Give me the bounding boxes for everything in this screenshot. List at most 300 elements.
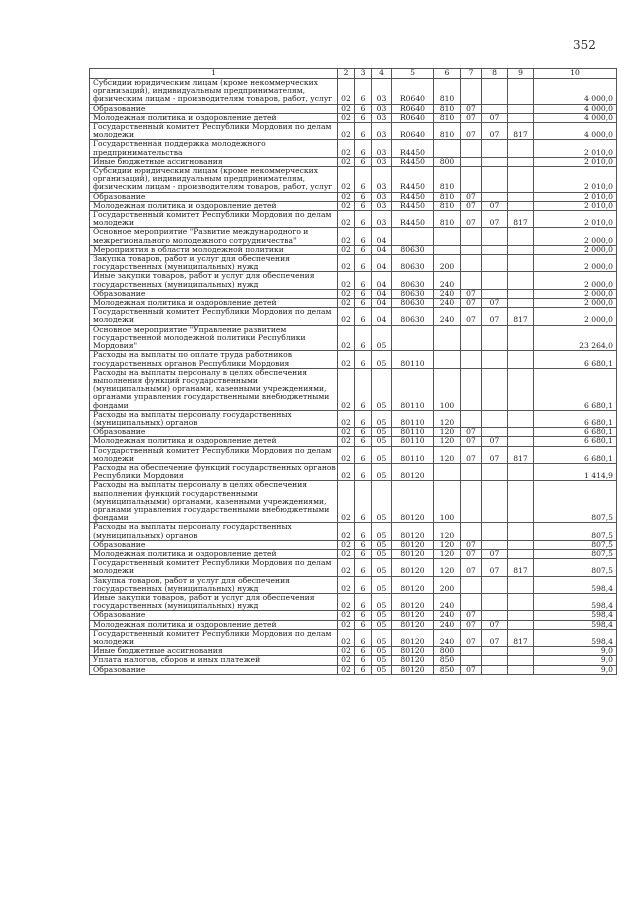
code-cell	[482, 410, 508, 427]
code-cell: 07	[461, 211, 482, 228]
column-header: 10	[534, 69, 617, 79]
amount-cell: 2 010,0	[534, 211, 617, 228]
code-cell	[508, 410, 534, 427]
code-cell: 240	[434, 620, 461, 629]
amount-cell: 807,5	[534, 481, 617, 523]
code-cell: 02	[338, 549, 355, 558]
amount-cell: 2 000,0	[534, 308, 617, 325]
row-name-cell: Государственный комитет Республики Мордовия по делам молодежи	[90, 211, 338, 228]
code-cell	[508, 665, 534, 674]
amount-cell: 9,0	[534, 665, 617, 674]
code-cell: 02	[338, 410, 355, 427]
code-cell: 05	[372, 665, 392, 674]
code-cell	[482, 272, 508, 289]
code-cell: 6	[355, 299, 372, 308]
code-cell: 07	[482, 549, 508, 558]
code-cell	[434, 325, 461, 351]
code-cell: 80110	[392, 446, 434, 463]
code-cell	[461, 481, 482, 523]
code-cell: 02	[338, 308, 355, 325]
code-cell: 80120	[392, 593, 434, 610]
code-cell: 6	[355, 201, 372, 210]
code-cell: 6	[355, 368, 372, 410]
code-cell	[508, 428, 534, 437]
row-name-cell: Уплата налогов, сборов и иных платежей	[90, 656, 338, 665]
table-row	[90, 446, 617, 463]
table-row	[90, 299, 617, 308]
code-cell: 6	[355, 289, 372, 298]
code-cell	[434, 351, 461, 368]
code-cell: 07	[482, 620, 508, 629]
table-row	[90, 192, 617, 201]
column-header: 5	[392, 69, 434, 79]
code-cell: 80630	[392, 289, 434, 298]
code-cell: 6	[355, 157, 372, 166]
row-name-cell: Образование	[90, 665, 338, 674]
amount-cell: 6 680,1	[534, 410, 617, 427]
code-cell	[482, 245, 508, 254]
amount-cell: 2 000,0	[534, 228, 617, 245]
code-cell: 03	[372, 123, 392, 140]
code-cell: 6	[355, 481, 372, 523]
code-cell: R4450	[392, 157, 434, 166]
code-cell	[482, 325, 508, 351]
code-cell: 810	[434, 123, 461, 140]
code-cell: R0640	[392, 113, 434, 122]
code-cell: 80120	[392, 665, 434, 674]
row-name-cell: Образование	[90, 192, 338, 201]
code-cell: 07	[461, 113, 482, 122]
code-cell: 07	[461, 559, 482, 576]
amount-cell: 598,4	[534, 593, 617, 610]
code-cell: 02	[338, 299, 355, 308]
code-cell: 80110	[392, 410, 434, 427]
code-cell: 6	[355, 656, 372, 665]
code-cell: 07	[461, 446, 482, 463]
table-row	[90, 540, 617, 549]
column-header: 9	[508, 69, 534, 79]
code-cell: 240	[434, 289, 461, 298]
page-number: 352	[573, 38, 596, 52]
amount-cell: 807,5	[534, 559, 617, 576]
code-cell: 03	[372, 167, 392, 193]
amount-cell: 2 010,0	[534, 157, 617, 166]
row-name-cell: Государственная поддержка молодежного предпринимательства	[90, 140, 338, 157]
code-cell	[434, 140, 461, 157]
amount-cell: 6 680,1	[534, 446, 617, 463]
table-row	[90, 272, 617, 289]
code-cell: 07	[461, 123, 482, 140]
row-name-cell: Государственный комитет Республики Мордовия по делам молодежи	[90, 123, 338, 140]
code-cell	[461, 325, 482, 351]
code-cell	[461, 593, 482, 610]
amount-cell: 2 000,0	[534, 299, 617, 308]
column-header: 7	[461, 69, 482, 79]
code-cell: 04	[372, 289, 392, 298]
table-row	[90, 437, 617, 446]
table-row	[90, 523, 617, 540]
code-cell	[434, 245, 461, 254]
code-cell: 6	[355, 211, 372, 228]
row-name-cell: Расходы на выплаты персоналу государственных (муниципальных) органов	[90, 410, 338, 427]
code-cell	[482, 540, 508, 549]
code-cell: 200	[434, 576, 461, 593]
code-cell: 6	[355, 576, 372, 593]
code-cell: 240	[434, 308, 461, 325]
code-cell: 02	[338, 611, 355, 620]
row-name-cell: Расходы на выплаты персоналу государственных (муниципальных) органов	[90, 523, 338, 540]
table-row	[90, 410, 617, 427]
row-name-cell: Мероприятия в области молодежной политики	[90, 245, 338, 254]
table-row	[90, 245, 617, 254]
code-cell: 02	[338, 104, 355, 113]
code-cell	[392, 228, 434, 245]
code-cell: 02	[338, 79, 355, 105]
code-cell: 07	[461, 437, 482, 446]
row-name-cell: Молодежная политика и оздоровление детей	[90, 299, 338, 308]
code-cell: 800	[434, 157, 461, 166]
code-cell: 120	[434, 428, 461, 437]
code-cell: 02	[338, 665, 355, 674]
code-cell: 80110	[392, 428, 434, 437]
code-cell: 800	[434, 647, 461, 656]
code-cell	[508, 351, 534, 368]
code-cell: 05	[372, 481, 392, 523]
code-cell: 240	[434, 272, 461, 289]
code-cell: 07	[461, 428, 482, 437]
amount-cell: 6 680,1	[534, 428, 617, 437]
code-cell	[508, 104, 534, 113]
amount-cell: 2 000,0	[534, 272, 617, 289]
row-name-cell: Молодежная политика и оздоровление детей	[90, 437, 338, 446]
code-cell	[482, 79, 508, 105]
table-row	[90, 255, 617, 272]
code-cell: 80630	[392, 272, 434, 289]
code-cell: 02	[338, 437, 355, 446]
code-cell: 80630	[392, 308, 434, 325]
amount-cell: 4 000,0	[534, 79, 617, 105]
code-cell	[434, 463, 461, 480]
amount-cell: 2 000,0	[534, 289, 617, 298]
code-cell: 02	[338, 647, 355, 656]
code-cell: 02	[338, 629, 355, 646]
row-name-cell: Молодежная политика и оздоровление детей	[90, 549, 338, 558]
code-cell: 6	[355, 437, 372, 446]
code-cell: 05	[372, 549, 392, 558]
code-cell: 810	[434, 79, 461, 105]
code-cell: 07	[461, 104, 482, 113]
code-cell	[482, 463, 508, 480]
code-cell	[482, 576, 508, 593]
code-cell	[482, 611, 508, 620]
code-cell: 80110	[392, 368, 434, 410]
code-cell	[461, 523, 482, 540]
code-cell: 07	[461, 299, 482, 308]
code-cell: 80120	[392, 656, 434, 665]
code-cell	[508, 576, 534, 593]
code-cell	[482, 523, 508, 540]
amount-cell: 4 000,0	[534, 104, 617, 113]
amount-cell: 598,4	[534, 576, 617, 593]
table-row	[90, 157, 617, 166]
code-cell: 07	[461, 192, 482, 201]
code-cell: 07	[461, 620, 482, 629]
code-cell: 03	[372, 140, 392, 157]
code-cell: 80630	[392, 245, 434, 254]
code-cell	[482, 593, 508, 610]
code-cell	[482, 665, 508, 674]
code-cell: 03	[372, 113, 392, 122]
table-row	[90, 576, 617, 593]
table-row	[90, 325, 617, 351]
code-cell: 80110	[392, 351, 434, 368]
row-name-cell: Расходы на обеспечение функций государственных органов Республики Мордовия	[90, 463, 338, 480]
code-cell	[482, 104, 508, 113]
row-name-cell: Субсидии юридическим лицам (кроме некоммерческих организаций), индивидуальным предпринимателям, физическим лицам - производителям товаров, работ, услуг	[90, 167, 338, 193]
code-cell	[508, 255, 534, 272]
code-cell: R4450	[392, 211, 434, 228]
code-cell: 02	[338, 192, 355, 201]
table-row	[90, 620, 617, 629]
code-cell: 6	[355, 272, 372, 289]
code-cell: 80120	[392, 620, 434, 629]
table-body	[90, 79, 617, 675]
code-cell: 05	[372, 559, 392, 576]
column-header: 8	[482, 69, 508, 79]
table-row	[90, 308, 617, 325]
code-cell: R0640	[392, 123, 434, 140]
row-name-cell: Государственный комитет Республики Мордовия по делам молодежи	[90, 446, 338, 463]
code-cell: 05	[372, 656, 392, 665]
code-cell	[461, 656, 482, 665]
code-cell: 80630	[392, 255, 434, 272]
code-cell	[508, 523, 534, 540]
code-cell	[461, 410, 482, 427]
amount-cell: 6 680,1	[534, 437, 617, 446]
code-cell	[482, 656, 508, 665]
code-cell	[461, 272, 482, 289]
row-name-cell: Образование	[90, 104, 338, 113]
code-cell	[482, 647, 508, 656]
code-cell	[508, 611, 534, 620]
code-cell: 6	[355, 113, 372, 122]
code-cell: 05	[372, 611, 392, 620]
code-cell	[482, 140, 508, 157]
code-cell: 07	[461, 540, 482, 549]
row-name-cell: Образование	[90, 428, 338, 437]
code-cell: 02	[338, 540, 355, 549]
code-cell: 120	[434, 523, 461, 540]
code-cell: 05	[372, 446, 392, 463]
code-cell: 05	[372, 540, 392, 549]
table-row	[90, 481, 617, 523]
code-cell: 02	[338, 123, 355, 140]
code-cell: 02	[338, 620, 355, 629]
code-cell: 80120	[392, 540, 434, 549]
code-cell: R4450	[392, 201, 434, 210]
row-name-cell: Субсидии юридическим лицам (кроме некоммерческих организаций), индивидуальным предпринимателям, физическим лицам - производителям товаров, работ, услуг	[90, 79, 338, 105]
code-cell	[508, 228, 534, 245]
code-cell: 817	[508, 629, 534, 646]
code-cell: 6	[355, 255, 372, 272]
code-cell: 07	[461, 665, 482, 674]
code-cell: 05	[372, 368, 392, 410]
amount-cell: 6 680,1	[534, 368, 617, 410]
table-row	[90, 211, 617, 228]
code-cell: 80630	[392, 299, 434, 308]
code-cell: 6	[355, 540, 372, 549]
table-row	[90, 201, 617, 210]
amount-cell: 6 680,1	[534, 351, 617, 368]
code-cell: 07	[482, 113, 508, 122]
code-cell: 02	[338, 446, 355, 463]
code-cell: R4450	[392, 192, 434, 201]
code-cell: 6	[355, 140, 372, 157]
code-cell: 6	[355, 351, 372, 368]
code-cell: 6	[355, 446, 372, 463]
row-name-cell: Расходы на выплаты персоналу в целях обеспечения выполнения функций государственными (муниципальными) органами, казенными учреждениями, органами управления государственными внебюджетными фондами	[90, 481, 338, 523]
code-cell	[461, 463, 482, 480]
code-cell: 100	[434, 481, 461, 523]
code-cell	[482, 192, 508, 201]
code-cell: 02	[338, 559, 355, 576]
code-cell	[508, 192, 534, 201]
code-cell: 80110	[392, 437, 434, 446]
table-row	[90, 656, 617, 665]
amount-cell: 9,0	[534, 656, 617, 665]
code-cell	[508, 113, 534, 122]
row-name-cell: Основное мероприятие "Управление развитием государственной молодежной политики Республики Мордовия"	[90, 325, 338, 351]
amount-cell: 598,4	[534, 611, 617, 620]
code-cell: 03	[372, 79, 392, 105]
code-cell: R4450	[392, 140, 434, 157]
code-cell: 80120	[392, 629, 434, 646]
code-cell: 6	[355, 228, 372, 245]
code-cell: 05	[372, 523, 392, 540]
table-row	[90, 351, 617, 368]
code-cell: 02	[338, 255, 355, 272]
code-cell	[508, 368, 534, 410]
code-cell	[461, 647, 482, 656]
code-cell	[508, 140, 534, 157]
amount-cell: 807,5	[534, 523, 617, 540]
code-cell: 04	[372, 228, 392, 245]
code-cell: 6	[355, 325, 372, 351]
code-cell: 05	[372, 463, 392, 480]
code-cell	[508, 593, 534, 610]
table-row	[90, 647, 617, 656]
amount-cell: 2 010,0	[534, 201, 617, 210]
code-cell: 05	[372, 647, 392, 656]
code-cell: 02	[338, 167, 355, 193]
code-cell: 817	[508, 559, 534, 576]
code-cell: 120	[434, 559, 461, 576]
code-cell: 05	[372, 437, 392, 446]
code-cell: 02	[338, 245, 355, 254]
code-cell: 6	[355, 523, 372, 540]
code-cell: 240	[434, 593, 461, 610]
code-cell	[461, 368, 482, 410]
code-cell: 05	[372, 351, 392, 368]
code-cell: 810	[434, 211, 461, 228]
code-cell	[461, 255, 482, 272]
code-cell: 6	[355, 647, 372, 656]
code-cell: 04	[372, 299, 392, 308]
code-cell: 850	[434, 665, 461, 674]
code-cell	[461, 245, 482, 254]
code-cell: 120	[434, 410, 461, 427]
code-cell: 02	[338, 351, 355, 368]
amount-cell: 2 000,0	[534, 255, 617, 272]
budget-table	[89, 68, 617, 675]
amount-cell: 4 000,0	[534, 113, 617, 122]
code-cell: 05	[372, 428, 392, 437]
code-cell: 07	[461, 308, 482, 325]
code-cell	[508, 549, 534, 558]
code-cell	[461, 140, 482, 157]
code-cell: 200	[434, 255, 461, 272]
amount-cell: 1 414,9	[534, 463, 617, 480]
code-cell: 02	[338, 272, 355, 289]
code-cell: 120	[434, 549, 461, 558]
code-cell: 6	[355, 559, 372, 576]
code-cell: 02	[338, 593, 355, 610]
code-cell: 02	[338, 463, 355, 480]
amount-cell: 2 010,0	[534, 167, 617, 193]
row-name-cell: Образование	[90, 540, 338, 549]
row-name-cell: Закупка товаров, работ и услуг для обеспечения государственных (муниципальных) нужд	[90, 255, 338, 272]
code-cell: 05	[372, 410, 392, 427]
code-cell: 6	[355, 192, 372, 201]
code-cell	[482, 351, 508, 368]
code-cell	[482, 368, 508, 410]
code-cell: 05	[372, 593, 392, 610]
code-cell	[461, 79, 482, 105]
amount-cell: 598,4	[534, 620, 617, 629]
code-cell: 120	[434, 437, 461, 446]
code-cell: 07	[461, 611, 482, 620]
code-cell: 80120	[392, 481, 434, 523]
code-cell: 240	[434, 299, 461, 308]
code-cell: 02	[338, 656, 355, 665]
code-cell: 80120	[392, 463, 434, 480]
code-cell: 02	[338, 289, 355, 298]
code-cell: 120	[434, 540, 461, 549]
code-cell	[508, 481, 534, 523]
code-cell	[508, 656, 534, 665]
code-cell	[508, 647, 534, 656]
code-cell: 6	[355, 308, 372, 325]
code-cell	[434, 228, 461, 245]
code-cell	[482, 289, 508, 298]
table-row	[90, 559, 617, 576]
code-cell: 02	[338, 228, 355, 245]
row-name-cell: Государственный комитет Республики Мордовия по делам молодежи	[90, 559, 338, 576]
code-cell: 07	[482, 299, 508, 308]
code-cell: 02	[338, 140, 355, 157]
column-header: 2	[338, 69, 355, 79]
table-row	[90, 629, 617, 646]
code-cell: 05	[372, 620, 392, 629]
code-cell: 810	[434, 192, 461, 201]
code-cell: 07	[482, 201, 508, 210]
code-cell: 02	[338, 325, 355, 351]
code-cell	[508, 289, 534, 298]
code-cell	[508, 79, 534, 105]
code-cell: 07	[482, 559, 508, 576]
code-cell: 6	[355, 665, 372, 674]
code-cell	[508, 157, 534, 166]
